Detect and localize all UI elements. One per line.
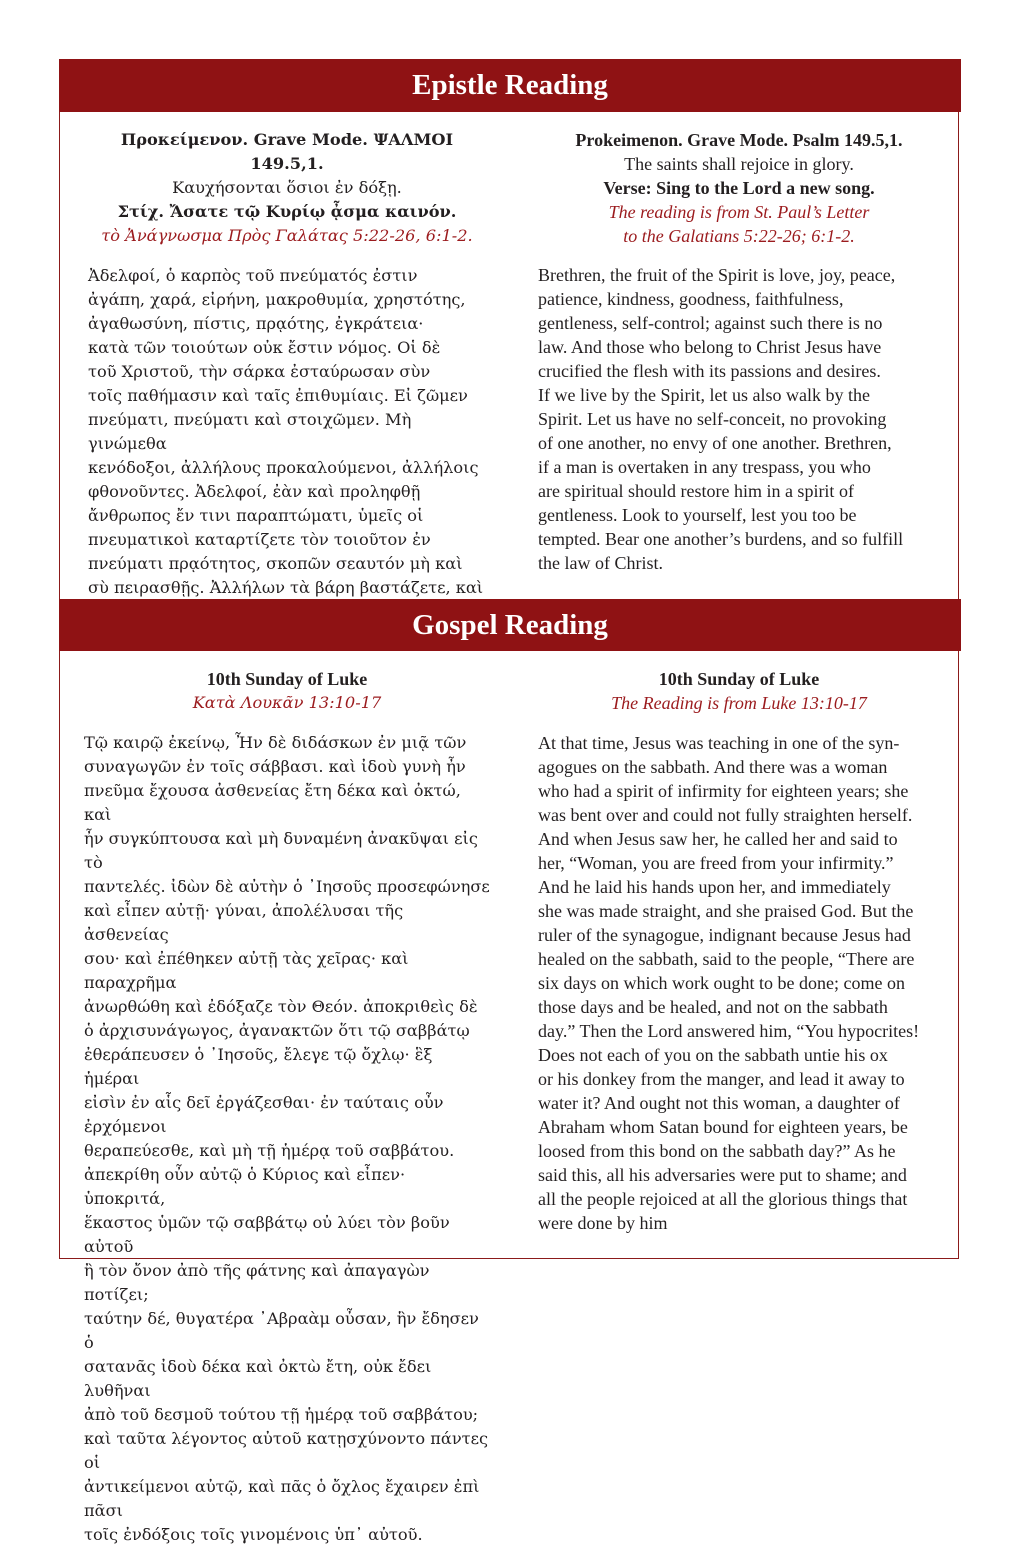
gospel-greek-heading [84, 667, 490, 715]
epistle-banner: Epistle Reading [59, 59, 961, 112]
greek-sunday-title: 10th Sunday of Luke [206, 669, 368, 689]
gospel-english-heading [534, 667, 944, 715]
epistle-english-heading [534, 128, 944, 248]
greek-verse: Στίχ. Ἄσατε τῷ Κυρίῳ ᾆσμα καινόν. [117, 202, 457, 221]
english-sunday-title: 10th Sunday of Luke [658, 669, 820, 689]
epistle-greek-heading [84, 128, 490, 248]
epistle-greek-text: Ἀδελφοί, ὁ καρπὸς τοῦ πνεύματός ἐστιν ἀγάπη, χαρά, εἰρήνη, μακροθυμία, χρηστότης, ἀγαθωσύνη, πίστις, πρᾳότης, ἐγκράτεια· κατὰ τῶν τοιούτων οὐκ ἔστιν νόμος. Οἱ δὲ τοῦ Χριστοῦ, τὴν σάρκα ἐσταύρωσαν σὺν τοῖς παθήμασιν καὶ ταῖς ἐπιθυμίαις. Εἰ ζῶμεν πνεύματι, πνεύματι καὶ στοιχῶμεν. Μὴ γινώμεθα κενόδοξοι, ἀλλήλους προκαλούμενοι, ἀλλήλοις φθονοῦντες. Ἀδελφοί, ἐὰν καὶ προληφθῇ ἄνθρωπος ἔν τινι παραπτώματι, ὑμεῖς οἱ πνευματικοὶ καταρτίζετε τὸν τοιοῦτον ἐν πνεύματι πρᾳότητος, σκοπῶν σεαυτόν μὴ καὶ σὺ πειρασθῇς. Ἀλλήλων τὰ βάρη βαστάζετε, καὶ [88, 266, 484, 597]
epistle-english-column [534, 128, 944, 575]
greek-reading-reference: τὸ Ἀνάγνωσμα Πρὸς Γαλάτας 5:22-26, 6:1-2. [101, 226, 473, 245]
epistle-greek-column [84, 128, 490, 624]
gospel-greek-column [84, 667, 490, 1547]
english-reading-reference-2: to the Galatians 5:22-26; 6:1-2. [623, 226, 855, 246]
english-prokeimenon: Prokeimenon. Grave Mode. Psalm 149.5,1. [575, 130, 903, 150]
english-verse: Verse: Sing to the Lord a new song. [603, 178, 875, 198]
gospel-greek-text: Τῷ καιρῷ ἐκείνῳ, Ἦν δὲ διδάσκων ἐν μιᾷ τῶν συναγωγῶν ἐν τοῖς σάββασι. καὶ ἰδοὺ γυνὴ ἦν πνεῦμα ἔχουσα ἀσθενείας ἔτη δέκα καὶ ὀκτώ, καὶ ἦν συγκύπτουσα καὶ μὴ δυναμένη ἀνακῦψαι εἰς τὸ παντελές. ἰδὼν δὲ αὐτὴν ὁ ᾿Ιησοῦς προσεφώνησε καὶ εἶπεν αὐτῇ· γύναι, ἀπολέλυσαι τῆς ἀσθενείας σου· καὶ ἐπέθηκεν αὐτῇ τὰς χεῖρας· καὶ παραχρῆμα ἀνωρθώθη καὶ ἐδόξαζε τὸν Θεόν. ἀποκριθεὶς δὲ ὁ ἀρχισυνάγωγος, ἀγανακτῶν ὅτι τῷ σαββάτῳ ἐθεράπευσεν ὁ ᾿Ιησοῦς, ἔλεγε τῷ ὄχλῳ· ἓξ ἡμέραι εἰσὶν ἐν αἷς δεῖ ἐργάζεσθαι· ἐν ταύταις οὖν ἐρχόμενοι θεραπεύεσθε, καὶ μὴ τῇ ἡμέρᾳ τοῦ σαββάτου. ἀπεκρίθη οὖν αὐτῷ ὁ Κύριος καὶ εἶπεν· ὑποκριτά, ἕκαστος ὑμῶν τῷ σαββάτῳ οὐ λύει τὸν βοῦν αὐτοῦ ἢ τὸν ὄνον ἀπὸ τῆς φάτνης καὶ ἀπαγαγὼν ποτίζει; ταύτην δέ, θυγατέρα ᾿Αβραὰμ οὖσαν, ἣν ἔδησεν ὁ σατανᾶς ἰδοὺ δέκα καὶ ὀκτὼ ἔτη, οὐκ ἔδει λυθῆναι ἀπὸ τοῦ δεσμοῦ τούτου τῇ ἡμέρᾳ τοῦ σαββάτου; καὶ ταῦτα λέγοντος αὐτοῦ κατῃσχύνοντο πάντες οἱ ἀντικείμενοι αὐτῷ, καὶ πᾶς ὁ ὄχλος ἔχαιρεν ἐπὶ πᾶσι τοῖς ἐνδόξοις τοῖς γινομένοις ὑπ᾿ αὐτοῦ. [84, 733, 490, 1544]
gospel-english-column [534, 667, 944, 1235]
english-prokeimenon-text: The saints shall rejoice in glory. [624, 154, 854, 174]
gospel-banner: Gospel Reading [59, 599, 961, 651]
greek-prokeimenon: Προκείμενον. Grave Mode. ΨΑΛΜΟΙ 149.5,1. [120, 130, 454, 173]
greek-prokeimenon-text: Καυχήσονται ὅσιοι ἐν δόξῃ. [172, 178, 402, 197]
english-reading-reference-1: The reading is from St. Paul’s Letter [608, 202, 870, 222]
english-gospel-reference: The Reading is from Luke 13:10-17 [611, 693, 867, 713]
greek-gospel-reference: Κατὰ Λουκᾶν 13:10-17 [192, 693, 382, 712]
epistle-english-text: Brethren, the fruit of the Spirit is love, joy, peace, patience, kindness, goodness, faithfulness, gentleness, self-control; against such there is no law. And those who belong to Christ Jesus have crucified the flesh with its passions and desires. If we live by the Spirit, let us also walk by the Spirit. Let us have no self-conceit, no provoking of one another, no envy of one another. Brethren, if a man is overtaken in any trespass, you who are spiritual should restore him in a spirit of gentleness. Look to yourself, lest you too be tempted. Bear one another’s burdens, and so fulfill the law of Christ. [538, 265, 904, 573]
gospel-english-text: At that time, Jesus was teaching in one of the syn- agogues on the sabbath. And there was a woman who had a spirit of infirmity for eighteen years; she was bent over and could not fully straighten herself. And when Jesus saw her, he called her and said to her, “Woman, you are freed from your infirmity.” And he laid his hands upon her, and immediately she was made straight, and she praised God. But the ruler of the synagogue, indignant because Jesus had healed on the sabbath, said to the people, “There are six days on which work ought to be done; come on those days and be healed, and not on the sabbath day.” Then the Lord answered him, “You hypocrites! Does not each of you on the sabbath untie his ox or his donkey from the manger, and lead it away to water it? And ought not this woman, a daughter of Abraham whom Satan bound for eighteen years, be loosed from this bond on the sabbath day?” As he said this, all his adversaries were put to shame; and all the people rejoiced at all the glorious things that were done by him [538, 733, 920, 1233]
